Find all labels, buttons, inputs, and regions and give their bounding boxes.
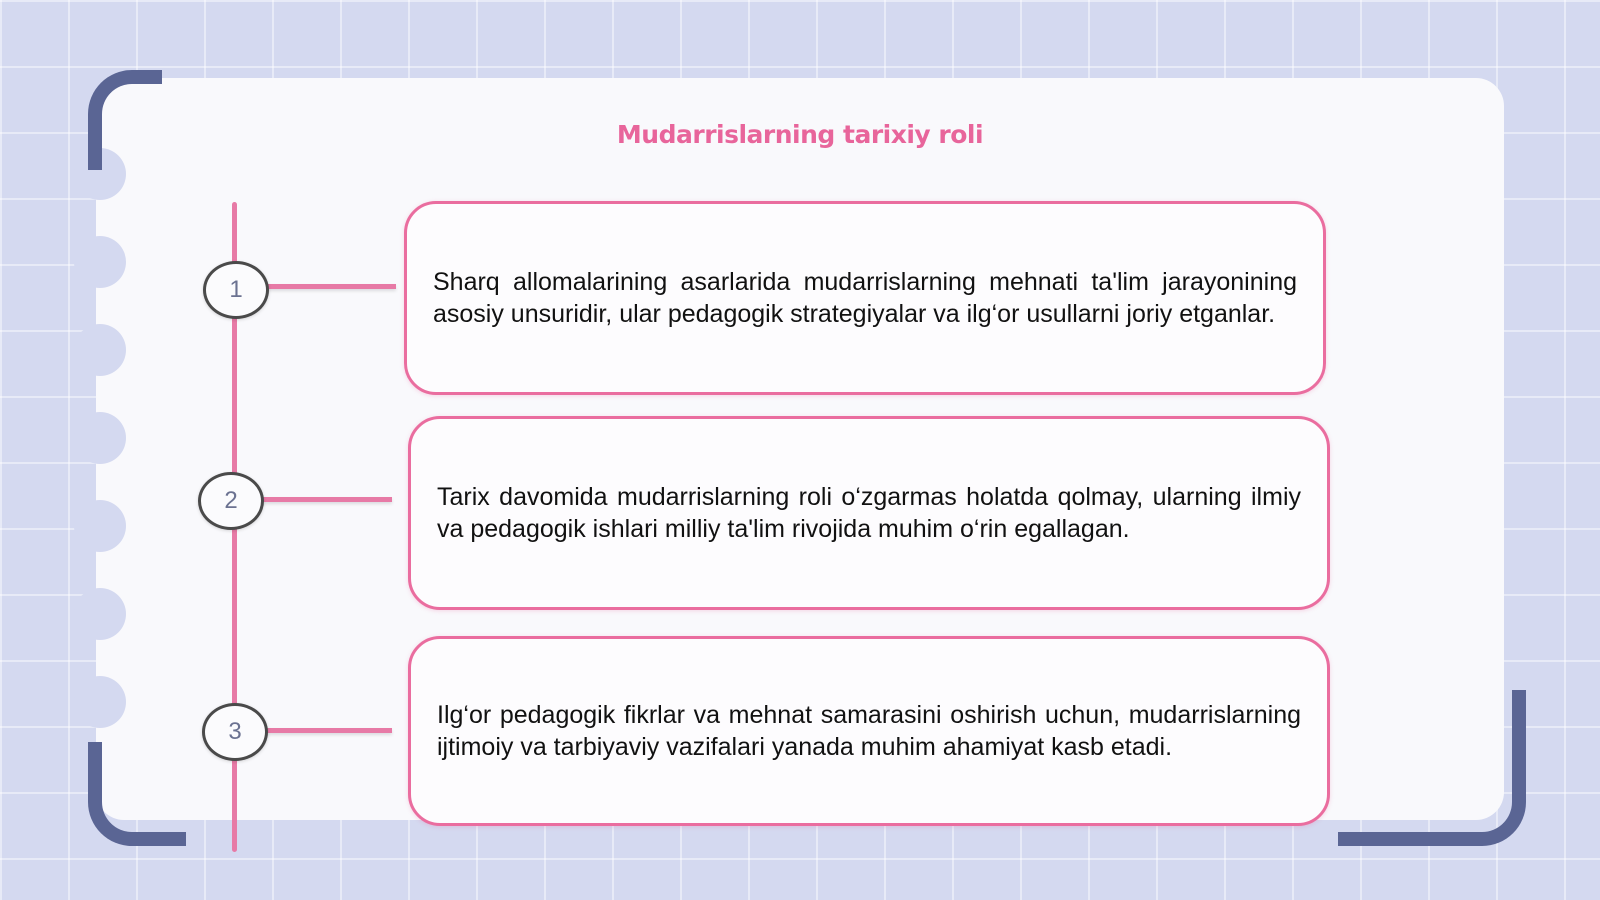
- timeline-card-text: Ilg‘or pedagogik fikrlar va mehnat samarasini oshirish uchun, mudarrislarning ijtimoiy va tarbiyaviy vazifalari yanada muhim ahamiyat kasb etadi.: [437, 701, 1301, 761]
- timeline-card-text: Tarix davomida mudarrislarning roli o‘zgarmas holatda qolmay, ularning ilmiy va pedagogik ishlari milliy ta'lim rivojida muhim o‘rin egallagan.: [437, 483, 1301, 543]
- timeline-connector: [266, 284, 396, 289]
- timeline-connector: [262, 497, 392, 502]
- timeline-connector: [266, 728, 392, 733]
- paper-notch: [74, 412, 126, 464]
- corner-bracket-bottom-left: [88, 742, 186, 846]
- paper-notch: [74, 588, 126, 640]
- timeline-number-1: 1: [203, 261, 269, 319]
- timeline-card-3: [408, 636, 1330, 826]
- paper-notch: [74, 676, 126, 728]
- slide-title: Mudarrislarning tarixiy roli: [616, 120, 984, 149]
- paper-notch: [74, 324, 126, 376]
- timeline-card-2: [408, 416, 1330, 610]
- corner-bracket-bottom-right: [1338, 690, 1526, 846]
- timeline-number-3: 3: [202, 703, 268, 761]
- timeline-number-2: 2: [198, 472, 264, 530]
- timeline-card-1: [404, 201, 1326, 395]
- paper-notch: [74, 236, 126, 288]
- corner-bracket-top-left: [88, 70, 162, 170]
- timeline-card-text: Sharq allomalarining asarlarida mudarrislarning mehnati ta'lim jarayonining asosiy unsuridir, ular pedagogik strategiyalar va ilg‘or usullarni joriy etganlar.: [433, 268, 1297, 328]
- paper-notch: [74, 500, 126, 552]
